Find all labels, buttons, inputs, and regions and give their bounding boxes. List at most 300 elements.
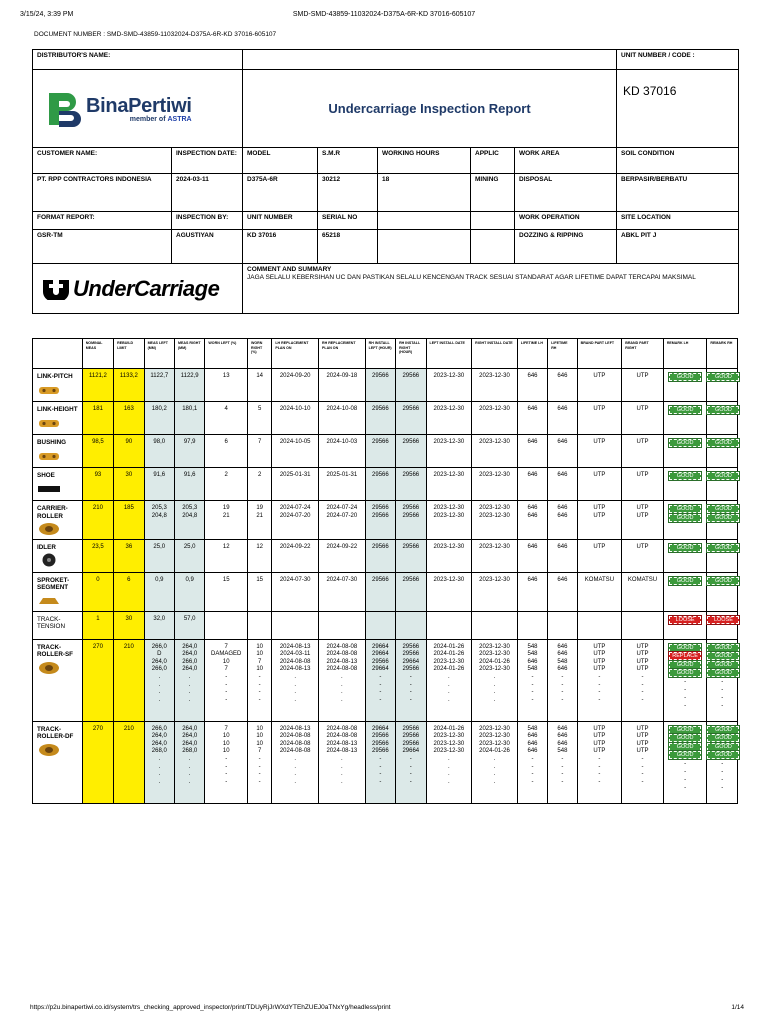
cell-3: 25,0: [144, 539, 174, 572]
remark-rh-cell: [707, 539, 738, 572]
cell-10: 29566: [396, 468, 426, 501]
cell-14: 646: [548, 539, 577, 572]
status-badge: GOOD: [707, 734, 739, 742]
cell-15: [577, 611, 622, 639]
row1-labels-4: WORKING HOURS: [378, 148, 471, 174]
cell-8: 2024-09-22: [319, 539, 366, 572]
component-name: TRACK-ROLLER-DF: [37, 725, 74, 741]
logo-name: BinaPertiwi: [86, 94, 192, 117]
report-title: Undercarriage Inspection Report: [243, 70, 617, 148]
cell-11: [426, 611, 472, 639]
logo-sub: member of ASTRA: [129, 115, 192, 123]
row2-values-3: 65218: [318, 230, 378, 264]
cell-1: 270: [82, 721, 113, 803]
cell-10: 29566: [396, 572, 426, 611]
component-cell: [33, 369, 83, 402]
cell-5: 19 21: [205, 501, 248, 540]
row2-values-0: GSR-TM: [33, 230, 172, 264]
status-badge: LOOSE: [669, 616, 701, 624]
cell-15: UTP UTP: [577, 501, 622, 540]
inspection-table: [32, 338, 738, 804]
row1-labels-3: S.M.R: [318, 148, 378, 174]
cell-12: 2023-12-30 2023-12-30: [472, 501, 518, 540]
table-row: [33, 572, 738, 611]
cell-16: [622, 611, 664, 639]
cell-4: 91,6: [174, 468, 204, 501]
status-badge: -: [721, 784, 724, 791]
status-badge: GOOD: [707, 544, 739, 552]
cell-8: 2024-09-18: [319, 369, 366, 402]
cell-4: 1122,9: [174, 369, 204, 402]
cell-14: 646: [548, 435, 577, 468]
component-cell: [33, 435, 83, 468]
row2-labels-1: INSPECTION BY:: [172, 212, 243, 230]
print-header: [0, 11, 768, 23]
cell-11: 2023-12-30 2023-12-30: [426, 501, 472, 540]
cell-15: KOMATSU: [577, 572, 622, 611]
row1-labels-0: CUSTOMER NAME:: [33, 148, 172, 174]
cell-2: 210: [114, 721, 144, 803]
col-header-12: RIGHT INSTALL DATE: [472, 339, 518, 369]
comment-box: [243, 264, 739, 314]
cell-6: 10 10 7 10 - - - -: [248, 639, 272, 721]
row1-values-6: DISPOSAL: [515, 174, 617, 212]
status-badge: GOOD: [707, 439, 739, 447]
cell-1: 0: [82, 572, 113, 611]
component-name: TRACK-ROLLER-SF: [37, 643, 74, 659]
cell-12: 2023-12-30: [472, 435, 518, 468]
col-header-4: MEAS RIGHT (MM): [174, 339, 204, 369]
cell-4: 180,1: [174, 402, 204, 435]
table-row: [33, 611, 738, 639]
cell-7: 2024-09-22: [272, 539, 319, 572]
status-badge: GOOD: [669, 406, 701, 414]
component-name: TRACK-TENSION: [37, 615, 65, 631]
cell-5: 15: [205, 572, 248, 611]
status-badge: GOOD: [669, 505, 701, 513]
cell-5: 7 10 10 10 - - - -: [205, 721, 248, 803]
remark-lh-cell: [663, 501, 707, 540]
row2-labels-2: UNIT NUMBER: [243, 212, 318, 230]
cell-7: 2024-10-10: [272, 402, 319, 435]
col-header-3: MEAS LEFT (MM): [144, 339, 174, 369]
cell-8: 2025-01-31: [319, 468, 366, 501]
cell-14: 646: [548, 369, 577, 402]
col-header-9: RH INSTALL LEFT (HOUR): [365, 339, 395, 369]
comment-label: COMMENT AND SUMMARY: [247, 266, 332, 273]
cell-9: 29566: [365, 402, 395, 435]
status-badge: GOOD: [707, 652, 739, 660]
row2-labels-5: [471, 212, 515, 230]
cell-8: 2024-08-08 2024-08-08 2024-08-13 2024-08-08 . . . .: [319, 639, 366, 721]
cell-16: UTP UTP: [622, 501, 664, 540]
cell-15: UTP: [577, 539, 622, 572]
binapertiwi-mark-icon: [45, 87, 81, 131]
cell-9: 29566: [365, 539, 395, 572]
cell-14: 646 646 646 548 - - - -: [548, 721, 577, 803]
status-badge: GOOD: [707, 669, 739, 677]
status-badge: -: [721, 760, 724, 767]
cell-15: UTP: [577, 369, 622, 402]
status-badge: GOOD: [707, 743, 739, 751]
component-name: LINK-PITCH: [37, 373, 73, 380]
status-badge: GOOD: [707, 373, 739, 381]
cell-9: 29566 29566: [365, 501, 395, 540]
component-name: IDLER: [37, 543, 56, 551]
remark-lh-cell: [663, 611, 707, 639]
cell-9: 29566: [365, 435, 395, 468]
cell-16: UTP: [622, 468, 664, 501]
cell-7: 2024-07-24 2024-07-20: [272, 501, 319, 540]
component-name: BUSHING: [37, 439, 67, 446]
status-badge: GOOD: [707, 505, 739, 513]
link-icon: [37, 383, 61, 397]
cell-6: 14: [248, 369, 272, 402]
status-badge: -: [684, 694, 687, 701]
cell-14: 646: [548, 402, 577, 435]
footer-url[interactable]: https://p2u.binapertiwi.co.id/system/trs_checking_approved_inspector/print/TDUyRjJrWXdYTEhZUEJ0aTNxYg/headless/print: [30, 1004, 391, 1011]
cell-13: 646: [517, 435, 547, 468]
col-header-11: LEFT INSTALL DATE: [426, 339, 472, 369]
component-name: CARRIER-ROLLER: [37, 505, 68, 520]
component-cell: [33, 572, 83, 611]
cell-2: 30: [114, 468, 144, 501]
status-badge: GOOD: [669, 669, 701, 677]
row1-labels-7: SOIL CONDITION: [617, 148, 739, 174]
print-doc-title: SMD-SMD-43859-11032024-D375A-6R-KD 37016-605107: [292, 11, 476, 18]
remark-lh-cell: [663, 468, 707, 501]
status-badge: GOOD: [669, 661, 701, 669]
col-header-14: LIFETIME RH: [548, 339, 577, 369]
col-header-18: REMARK RH: [707, 339, 738, 369]
cell-12: 2023-12-30 2023-12-30 2023-12-30 2024-01-26 . . . .: [472, 721, 518, 803]
cell-8: 2024-07-24 2024-07-20: [319, 501, 366, 540]
header-table: [32, 49, 739, 314]
roller-icon: [37, 661, 61, 675]
component-cell: [33, 468, 83, 501]
row1-labels-5: APPLIC: [471, 148, 515, 174]
cell-9: 29566: [365, 468, 395, 501]
status-badge: GOOD: [669, 644, 701, 652]
cell-7: 2024-08-13 2024-03-11 2024-08-08 2024-08-13 . . . .: [272, 639, 319, 721]
status-badge: -: [721, 686, 724, 693]
cell-1: 270: [82, 639, 113, 721]
cell-13: 646: [517, 572, 547, 611]
status-badge: GOOD: [669, 472, 701, 480]
component-cell: [33, 721, 83, 803]
binapertiwi-logo: [33, 70, 243, 148]
cell-2: 1133,2: [114, 369, 144, 402]
cell-15: UTP: [577, 435, 622, 468]
col-header-1: NOMINAL MEAS: [82, 339, 113, 369]
cell-2: 185: [114, 501, 144, 540]
cell-4: 264,0 264,0 264,0 268,0 . . . .: [174, 721, 204, 803]
print-datetime: 3/15/24, 3:39 PM: [20, 11, 74, 18]
cell-7: [272, 611, 319, 639]
cell-2: 6: [114, 572, 144, 611]
table-row: [33, 721, 738, 803]
row1-values-1: 2024-03-11: [172, 174, 243, 212]
status-badge: -: [684, 686, 687, 693]
cell-1: 98,5: [82, 435, 113, 468]
cell-13: 646: [517, 402, 547, 435]
status-badge: GOOD: [669, 751, 701, 759]
cell-6: 7: [248, 435, 272, 468]
cell-11: 2023-12-30: [426, 402, 472, 435]
cell-3: 205,3 204,8: [144, 501, 174, 540]
comment-text: JAGA SELALU KEBERSIHAN UC DAN PASTIKAN SELALU KENCENGAN TRACK SESUAI STANDARAT AGAR LIFETIME DAPAT TERCAPAI MAKSIMAL: [247, 274, 696, 281]
row2-values-5: [471, 230, 515, 264]
cell-12: 2023-12-30: [472, 369, 518, 402]
row1-labels-6: WORK AREA: [515, 148, 617, 174]
cell-12: 2023-12-30: [472, 468, 518, 501]
cell-13: 646: [517, 539, 547, 572]
status-badge: -: [721, 776, 724, 783]
remark-lh-cell: [663, 402, 707, 435]
cell-7: 2024-09-20: [272, 369, 319, 402]
row2-labels-3: SERIAL NO: [318, 212, 378, 230]
row1-values-7: BERPASIR/BERBATU: [617, 174, 739, 212]
cell-14: 646: [548, 468, 577, 501]
cell-13: 548 548 646 548 - - - -: [517, 639, 547, 721]
cell-5: [205, 611, 248, 639]
status-badge: -: [684, 768, 687, 775]
status-badge: -: [721, 678, 724, 685]
row2-values-6: DOZZING & RIPPING: [515, 230, 617, 264]
cell-4: 57,0: [174, 611, 204, 639]
remark-rh-cell: [707, 501, 738, 540]
remark-rh-cell: [707, 468, 738, 501]
cell-2: 30: [114, 611, 144, 639]
cell-3: 180,2: [144, 402, 174, 435]
cell-5: 4: [205, 402, 248, 435]
component-cell: [33, 611, 83, 639]
cell-3: 266,0 264,0 264,0 268,0 . . . .: [144, 721, 174, 803]
col-header-8: RH REPLACEMENT PLAN ON: [319, 339, 366, 369]
cell-3: 32,0: [144, 611, 174, 639]
status-badge: GOOD: [707, 406, 739, 414]
cell-5: 6: [205, 435, 248, 468]
distributor-blank: [243, 50, 617, 70]
cell-1: 1: [82, 611, 113, 639]
cell-8: 2024-10-03: [319, 435, 366, 468]
table-row: [33, 402, 738, 435]
cell-10: 29566 29566: [396, 501, 426, 540]
cell-10: 29566 29566 29664 29566 - - - -: [396, 639, 426, 721]
undercarriage-logo: [33, 264, 243, 314]
component-cell: [33, 501, 83, 540]
table-row: [33, 369, 738, 402]
cell-8: [319, 611, 366, 639]
row2-labels-6: WORK OPERATION: [515, 212, 617, 230]
col-header-10: RH INSTALL RIGHT (HOUR): [396, 339, 426, 369]
col-header-7: LH REPLACEMENT PLAN ON: [272, 339, 319, 369]
status-badge: -: [684, 702, 687, 709]
cell-13: 646 646: [517, 501, 547, 540]
row1-labels-1: INSPECTION DATE:: [172, 148, 243, 174]
row1-values-3: 30212: [318, 174, 378, 212]
col-header-2: REBUILD LIMIT: [114, 339, 144, 369]
uc-logo-text: UnderCarriage: [73, 275, 220, 301]
cell-15: UTP: [577, 402, 622, 435]
cell-14: 646 646: [548, 501, 577, 540]
status-badge: GOOD: [669, 514, 701, 522]
remark-rh-cell: [707, 572, 738, 611]
remark-lh-cell: [663, 639, 707, 721]
table-row: [33, 468, 738, 501]
remark-lh-cell: [663, 721, 707, 803]
status-badge: -: [721, 702, 724, 709]
row2-values-4: [378, 230, 471, 264]
cell-9: [365, 611, 395, 639]
cell-6: [248, 611, 272, 639]
cell-1: 181: [82, 402, 113, 435]
cell-9: 29566: [365, 572, 395, 611]
status-badge: GOOD: [707, 726, 739, 734]
row2-values-1: AGUSTIYAN: [172, 230, 243, 264]
status-badge: GOOD: [669, 439, 701, 447]
component-cell: [33, 402, 83, 435]
cell-14: 646 646 548 646 - - - -: [548, 639, 577, 721]
cell-1: 210: [82, 501, 113, 540]
cell-1: 23,5: [82, 539, 113, 572]
cell-2: 210: [114, 639, 144, 721]
cell-12: 2023-12-30: [472, 539, 518, 572]
cell-6: 15: [248, 572, 272, 611]
row1-values-5: MINING: [471, 174, 515, 212]
row2-labels-7: SITE LOCATION: [617, 212, 739, 230]
unit-number-label: UNIT NUMBER / CODE :: [617, 50, 739, 70]
cell-9: 29566: [365, 369, 395, 402]
component-name: LINK-HEIGHT: [37, 406, 78, 413]
remark-lh-cell: [663, 435, 707, 468]
cell-13: 646: [517, 468, 547, 501]
cell-3: 266,0 D 264,0 266,0 . . . .: [144, 639, 174, 721]
cell-10: 29566: [396, 435, 426, 468]
cell-4: 264,0 264,0 266,0 264,0 . . . .: [174, 639, 204, 721]
cell-3: 98,0: [144, 435, 174, 468]
cell-13: 646: [517, 369, 547, 402]
cell-12: 2023-12-30 2023-12-30 2024-01-26 2023-12-30 . . . .: [472, 639, 518, 721]
link-icon: [37, 416, 61, 430]
cell-6: 19 21: [248, 501, 272, 540]
row2-labels-4: [378, 212, 471, 230]
status-badge: GOOD: [669, 726, 701, 734]
col-header-13: LIFETIME LH: [517, 339, 547, 369]
cell-16: UTP UTP UTP UTP - - - -: [622, 639, 664, 721]
cell-13: 548 646 646 646 - - - -: [517, 721, 547, 803]
cell-4: 25,0: [174, 539, 204, 572]
cell-7: 2025-01-31: [272, 468, 319, 501]
cell-6: 12: [248, 539, 272, 572]
distributor-label: DISTRIBUTOR'S NAME:: [33, 50, 243, 70]
remark-rh-cell: [707, 369, 738, 402]
status-badge: GOOD: [707, 472, 739, 480]
status-badge: -: [684, 776, 687, 783]
cell-10: 29566: [396, 369, 426, 402]
status-badge: -: [721, 694, 724, 701]
shoe-icon: [37, 482, 61, 496]
cell-4: 0,9: [174, 572, 204, 611]
cell-10: 29566: [396, 539, 426, 572]
status-badge: GOOD: [669, 373, 701, 381]
remark-lh-cell: [663, 369, 707, 402]
unit-number-value: KD 37016: [617, 70, 739, 148]
cell-11: 2023-12-30: [426, 369, 472, 402]
cell-2: 163: [114, 402, 144, 435]
remark-rh-cell: [707, 611, 738, 639]
cell-4: 205,3 204,8: [174, 501, 204, 540]
cell-12: 2023-12-30: [472, 402, 518, 435]
row1-labels-2: MODEL: [243, 148, 318, 174]
cell-6: 2: [248, 468, 272, 501]
bushing-icon: [37, 449, 61, 463]
cell-11: 2023-12-30: [426, 572, 472, 611]
undercarriage-mark-icon: [41, 278, 71, 300]
remark-rh-cell: [707, 435, 738, 468]
remark-rh-cell: [707, 639, 738, 721]
cell-6: 5: [248, 402, 272, 435]
cell-2: 36: [114, 539, 144, 572]
remark-rh-cell: [707, 721, 738, 803]
cell-10: 29566: [396, 402, 426, 435]
cell-15: UTP UTP UTP UTP - - - -: [577, 639, 622, 721]
roller-icon: [37, 522, 61, 536]
cell-1: 1121,2: [82, 369, 113, 402]
cell-15: UTP UTP UTP UTP - - - -: [577, 721, 622, 803]
cell-9: 29664 29664 29566 29664 - - - -: [365, 639, 395, 721]
col-header-6: WORN RIGHT (%): [248, 339, 272, 369]
col-header-5: WORN LEFT (%): [205, 339, 248, 369]
cell-14: [548, 611, 577, 639]
cell-16: UTP: [622, 539, 664, 572]
cell-5: 7 DAMAGED 10 7 - - - -: [205, 639, 248, 721]
footer-page: 1/14: [731, 1004, 744, 1011]
status-badge: GOOD: [707, 751, 739, 759]
cell-16: UTP: [622, 435, 664, 468]
cell-3: 91,6: [144, 468, 174, 501]
cell-10: [396, 611, 426, 639]
cell-15: UTP: [577, 468, 622, 501]
row2-labels-0: FORMAT REPORT:: [33, 212, 172, 230]
cell-7: 2024-07-30: [272, 572, 319, 611]
cell-11: 2023-12-30: [426, 468, 472, 501]
col-header-0: [33, 339, 83, 369]
table-row: [33, 539, 738, 572]
component-cell: [33, 639, 83, 721]
component-name: SHOE: [37, 472, 55, 479]
cell-7: 2024-10-05: [272, 435, 319, 468]
cell-13: [517, 611, 547, 639]
col-header-15: BRAND PART LEFT: [577, 339, 622, 369]
row1-values-2: D375A-6R: [243, 174, 318, 212]
cell-1: 93: [82, 468, 113, 501]
cell-5: 12: [205, 539, 248, 572]
remark-rh-cell: [707, 402, 738, 435]
status-badge: GOOD: [669, 734, 701, 742]
cell-16: UTP: [622, 369, 664, 402]
cell-7: 2024-08-13 2024-08-08 2024-08-08 2024-08-08 . . . .: [272, 721, 319, 803]
table-row: [33, 501, 738, 540]
cell-3: 0,9: [144, 572, 174, 611]
status-badge: GOOD: [707, 514, 739, 522]
cell-10: 29566 29566 29566 29664 - - - -: [396, 721, 426, 803]
component-cell: [33, 539, 83, 572]
status-badge: GOOD: [707, 644, 739, 652]
cell-11: 2024-01-26 2023-12-30 2023-12-30 2023-12-30 . . . .: [426, 721, 472, 803]
row1-values-0: PT. RPP CONTRACTORS INDONESIA: [33, 174, 172, 212]
status-badge: GOOD: [707, 577, 739, 585]
